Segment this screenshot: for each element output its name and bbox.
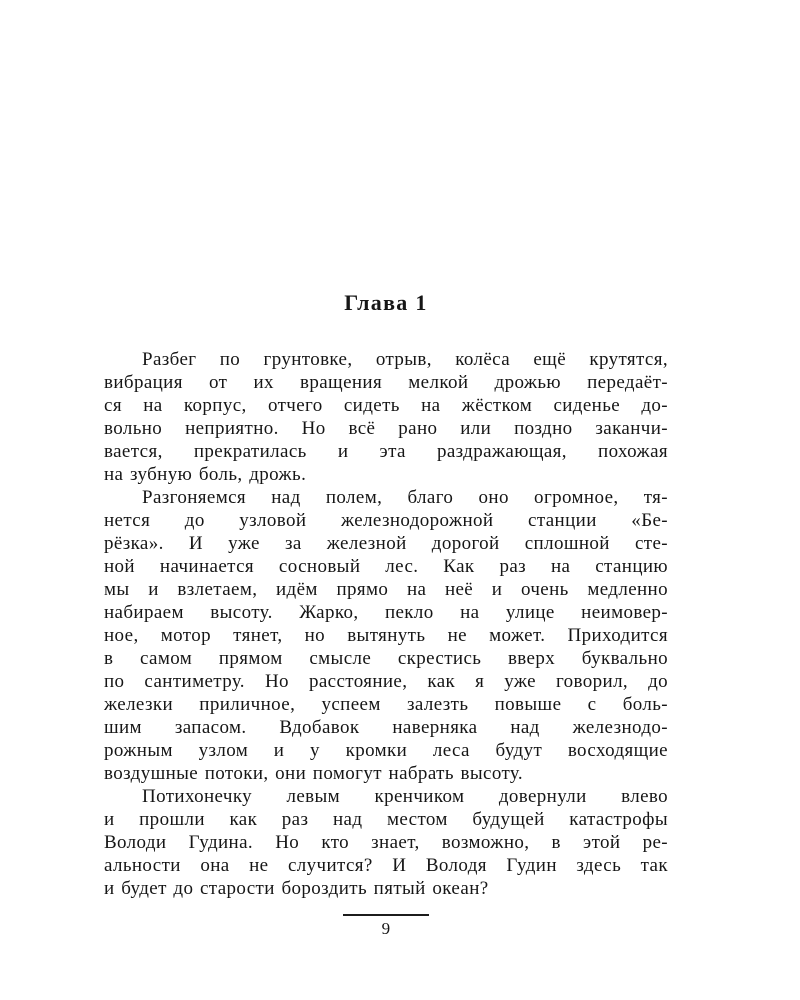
page-content <box>104 290 668 939</box>
text-line: альности она не случится? И Володя Гудин здесь так <box>104 855 668 876</box>
text-line: в самом прямом смысле скрестись вверх буквально <box>104 648 668 669</box>
chapter-title: Глава 1 <box>344 290 428 315</box>
text-line: ное, мотор тянет, но вытянуть не может. Приходится <box>104 625 668 646</box>
text-line: Володи Гудина. Но кто знает, возможно, в этой ре- <box>104 832 668 853</box>
text-line: нется до узловой железнодорожной станции «Бе- <box>104 510 668 531</box>
text-line: Разгоняемся над полем, благо оно огромное, тя- <box>142 487 668 508</box>
page-footer <box>104 914 668 939</box>
text-line: мы и взлетаем, идём прямо на неё и очень медленно <box>104 579 668 600</box>
text-line: Разбег по грунтовке, отрыв, колёса ещё крутятся, <box>142 349 668 370</box>
text-line: на зубную боль, дрожь. <box>104 464 307 485</box>
text-line: набираем высоту. Жарко, пекло на улице неимовер- <box>104 602 668 623</box>
text-line: и прошли как раз над местом будущей катастрофы <box>104 809 668 830</box>
text-line: по сантиметру. Но расстояние, как я уже говорил, до <box>104 671 668 692</box>
text-line: железки приличное, успеем залезть повыше с боль- <box>104 694 668 715</box>
text-line: вибрация от их вращения мелкой дрожью передаёт- <box>104 372 668 393</box>
text-line: ной начинается сосновый лес. Как раз на станцию <box>104 556 668 577</box>
text-line: Потихонечку левым кренчиком довернули влево <box>142 786 668 807</box>
paragraph <box>104 486 668 785</box>
text-line: воздушные потоки, они помогут набрать высоту. <box>104 763 523 784</box>
text-line: ся на корпус, отчего сидеть на жёстком сиденье до- <box>104 395 668 416</box>
footer-divider <box>343 914 429 916</box>
paragraph <box>104 348 668 486</box>
text-line: вается, прекратилась и эта раздражающая, похожая <box>104 441 668 462</box>
text-body <box>104 348 668 900</box>
text-line: шим запасом. Вдобавок наверняка над железнодо- <box>104 717 668 738</box>
paragraph <box>104 785 668 900</box>
text-line: рёзка». И уже за железной дорогой сплошной сте- <box>104 533 668 554</box>
page-number: 9 <box>381 919 391 938</box>
text-line: вольно неприятно. Но всё рано или поздно заканчи- <box>104 418 668 439</box>
text-line: и будет до старости бороздить пятый океан? <box>104 878 489 899</box>
text-line: рожным узлом и у кромки леса будут восходящие <box>104 740 668 761</box>
